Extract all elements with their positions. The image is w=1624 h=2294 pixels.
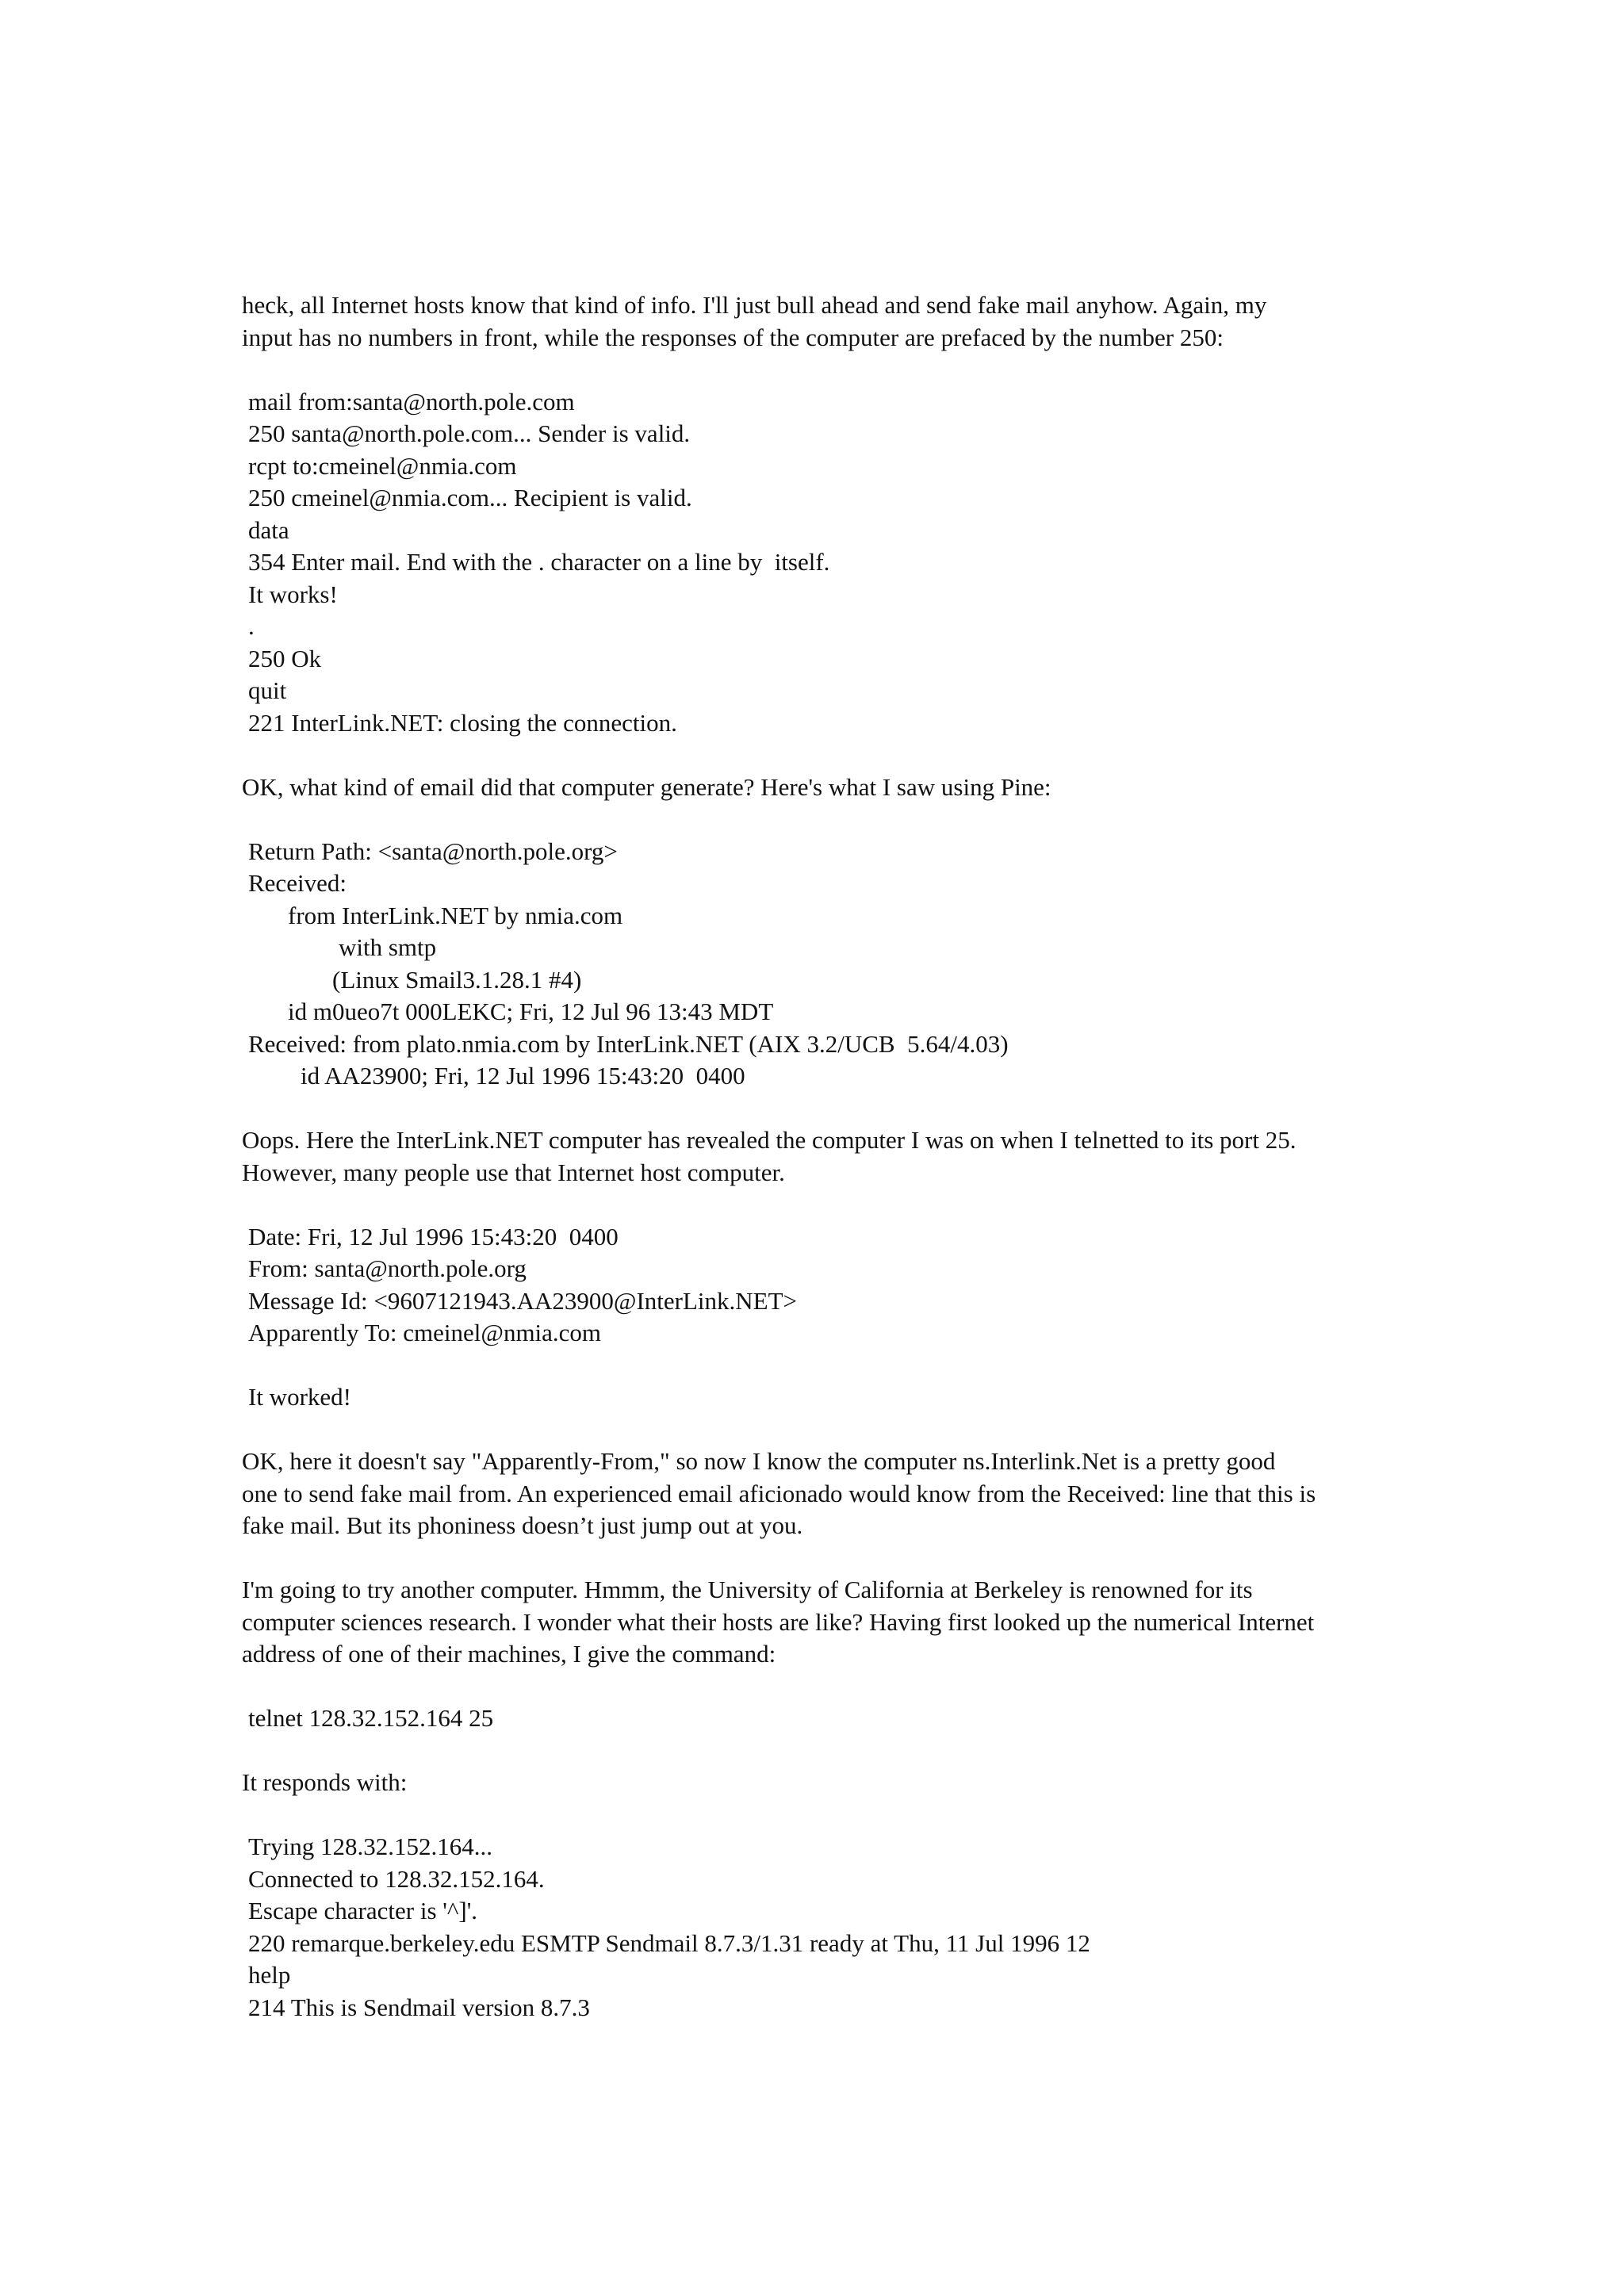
email-headers-block-2	[242, 1221, 1415, 1350]
text-line: Oops. Here the InterLink.NET computer has revealed the computer I was on when I telnetted to its port 25.	[242, 1126, 1297, 1154]
text-line: heck, all Internet hosts know that kind of info. I'll just bull ahead and send fake mail anyhow. Again, my	[242, 291, 1267, 319]
response-line: Trying 128.32.152.164...	[248, 1833, 493, 1860]
telnet-command-line: telnet 128.32.152.164 25	[248, 1704, 494, 1732]
spacer	[242, 354, 1415, 386]
paragraph-intro	[242, 289, 1415, 354]
text-line: address of one of their machines, I give the command:	[242, 1640, 776, 1668]
header-line: from InterLink.NET by nmia.com	[288, 901, 623, 929]
text-line: fake mail. But its phoniness doesn’t just jump out at you.	[242, 1511, 803, 1539]
email-headers-block	[242, 836, 1415, 1093]
email-body-line: It worked!	[248, 1383, 351, 1411]
smtp-line: 250 Ok	[248, 644, 322, 672]
header-line: id AA23900; Fri, 12 Jul 1996 15:43:20 0400	[301, 1062, 745, 1090]
header-line: Received: from plato.nmia.com by InterLink.NET (AIX 3.2/UCB 5.64/4.03)	[248, 1029, 1009, 1058]
smtp-line: It works!	[248, 580, 338, 608]
spacer	[242, 803, 1415, 836]
telnet-response-block	[242, 1831, 1415, 2024]
text-line: computer sciences research. I wonder what their hosts are like? Having first looked up the numerical Internet	[242, 1607, 1315, 1636]
smtp-line: mail from:santa@north.pole.com	[248, 387, 575, 416]
response-line: Connected to 128.32.152.164.	[248, 1864, 545, 1893]
smtp-line: rcpt to:cmeinel@nmia.com	[248, 451, 517, 480]
smtp-line: data	[248, 515, 289, 544]
smtp-line: 354 Enter mail. End with the . character on a line by itself.	[248, 548, 830, 576]
smtp-line: 250 santa@north.pole.com... Sender is valid.	[248, 419, 691, 447]
text-line: I'm going to try another computer. Hmmm, the University of California at Berkeley is renowned for its	[242, 1576, 1253, 1603]
header-line: Date: Fri, 12 Jul 1996 15:43:20 0400	[248, 1222, 619, 1250]
spacer	[242, 1093, 1415, 1125]
paragraph-pine	[242, 772, 1415, 804]
response-line: help	[248, 1961, 291, 1989]
smtp-line: .	[248, 612, 255, 640]
spacer	[242, 739, 1415, 772]
spacer	[242, 1671, 1415, 1703]
response-line: 220 remarque.berkeley.edu ESMTP Sendmail 8.7.3/1.31 ready at Thu, 11 Jul 1996 12	[248, 1928, 1090, 1957]
header-line: Return Path: <santa@north.pole.org>	[248, 837, 618, 865]
spacer	[242, 1799, 1415, 1832]
paragraph-apparently-from	[242, 1446, 1415, 1542]
header-line: id m0ueo7t 000LEKC; Fri, 12 Jul 96 13:43 MDT	[288, 998, 774, 1025]
text-line: one to send fake mail from. An experienced email aficionado would know from the Received: line that this is	[242, 1479, 1316, 1507]
text-line: It responds with:	[242, 1768, 408, 1796]
document-body	[242, 289, 1415, 2024]
spacer	[242, 1189, 1415, 1221]
paragraph-oops	[242, 1124, 1415, 1189]
spacer	[242, 1414, 1415, 1446]
header-line: with smtp	[339, 933, 437, 961]
header-line: Received:	[248, 869, 347, 897]
response-line: Escape character is '^]'.	[248, 1897, 478, 1924]
smtp-line: quit	[248, 676, 287, 704]
text-line: OK, here it doesn't say "Apparently-From," so now I know the computer ns.Interlink.Net is a pretty good	[242, 1447, 1276, 1475]
smtp-line: 250 cmeinel@nmia.com... Recipient is valid.	[248, 484, 692, 511]
text-line: input has no numbers in front, while the responses of the computer are prefaced by the number 250:	[242, 323, 1224, 351]
text-line: OK, what kind of email did that computer generate? Here's what I saw using Pine:	[242, 772, 1051, 801]
spacer	[242, 1735, 1415, 1767]
header-line: (Linux Smail3.1.28.1 #4)	[332, 965, 582, 994]
paragraph-responds	[242, 1767, 1415, 1799]
smtp-session-block	[242, 386, 1415, 740]
text-line: However, many people use that Internet host computer.	[242, 1158, 785, 1186]
spacer	[242, 1542, 1415, 1575]
spacer	[242, 1350, 1415, 1382]
header-line: Apparently To: cmeinel@nmia.com	[248, 1319, 602, 1346]
header-line: From: santa@north.pole.org	[248, 1254, 527, 1282]
response-line: 214 This is Sendmail version 8.7.3	[248, 1993, 590, 2021]
smtp-line: 221 InterLink.NET: closing the connection.	[248, 708, 677, 737]
header-line: Message Id: <9607121943.AA23900@InterLink.NET>	[248, 1286, 798, 1315]
paragraph-berkeley	[242, 1574, 1415, 1671]
